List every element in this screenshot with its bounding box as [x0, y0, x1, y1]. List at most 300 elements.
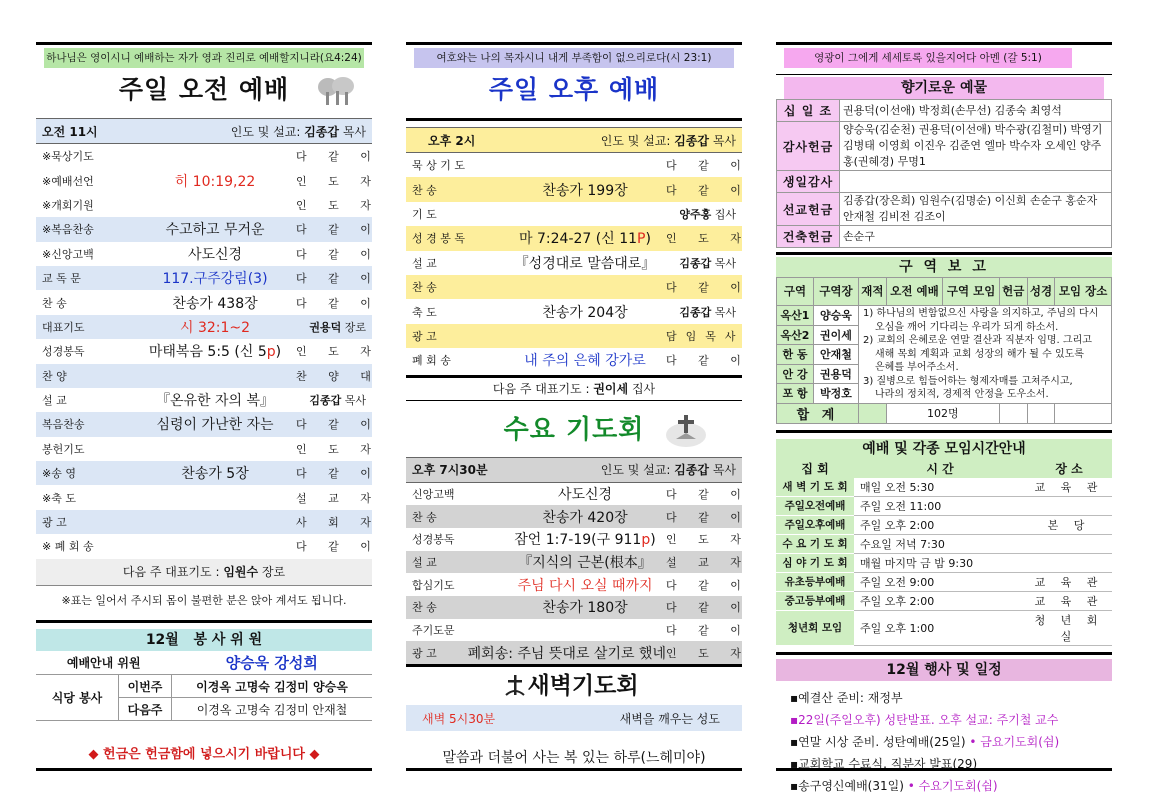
district-header-cell: 성경: [1027, 278, 1055, 306]
order-label: 찬 송: [412, 510, 437, 524]
divider: [776, 74, 1112, 75]
order-content: [504, 575, 666, 595]
district-prayers: [859, 306, 1112, 404]
order-row: [406, 505, 750, 528]
order-person: [296, 319, 366, 335]
order-content: [134, 171, 296, 191]
divider: [776, 42, 1112, 45]
schedule-meeting: 주일오전예배: [776, 496, 854, 515]
afternoon-title: 주일 오후 예배: [488, 75, 660, 104]
page-number: p: [641, 532, 651, 549]
order-row: [406, 528, 750, 551]
offering-title: 향기로운 예물: [784, 77, 1104, 99]
order-label: ※축 도: [42, 491, 76, 505]
order-content: [504, 552, 666, 572]
order-row: [36, 485, 380, 509]
district-leader: 박정호: [814, 384, 859, 404]
order-label: 설 교: [412, 555, 437, 569]
order-content: [134, 341, 296, 361]
usher-names: 양승욱 강성희: [225, 653, 318, 672]
leader-info: [488, 461, 736, 478]
divider: [406, 42, 742, 45]
order-label: ※묵상기도: [42, 150, 94, 164]
order-label: 신앙고백: [412, 487, 455, 501]
order-content-text: 잠언 1:7-19(구 911: [514, 532, 642, 549]
dawn-time: 새벽 5시30분: [422, 711, 496, 726]
prayer-line: 3) 질병으로 힘들어하는 형제자매를 고쳐주시고,: [863, 375, 1073, 387]
order-content-text: 시 32:1~2: [179, 319, 251, 336]
order-row: [406, 299, 742, 323]
offering-row: [777, 226, 1112, 248]
order-of-service: [36, 144, 380, 559]
order-person: 다 같 이: [666, 281, 750, 295]
total-value: 102명: [886, 403, 999, 423]
order-row: [36, 461, 380, 485]
district-name: 안 강: [777, 364, 814, 384]
wednesday-header: [406, 457, 742, 483]
order-content-text: 히 10:19,22: [174, 173, 256, 190]
kitchen-next-names: 이경옥 고명숙 김정미 안재철: [196, 702, 348, 717]
order-row: [36, 242, 380, 266]
order-label: 광 고: [42, 516, 67, 530]
schedule-time: 주일 오후 1:00: [854, 610, 1026, 645]
order-row: [36, 437, 380, 461]
kitchen-next-label: 다음주: [119, 698, 172, 721]
schedule-row: [776, 572, 1112, 591]
district-header-cell: 모임 장소: [1055, 278, 1112, 306]
schedule-row: [776, 553, 1112, 572]
divider: [36, 42, 372, 45]
schedule-head-meeting: 집 회: [801, 461, 829, 476]
prayer-line: 은혜를 부어주소서.: [875, 362, 959, 373]
order-content: [504, 350, 666, 370]
district-header-cell: 헌금: [999, 278, 1027, 306]
divider: [36, 620, 372, 623]
order-person: 찬 양 대: [296, 369, 380, 383]
divider: [36, 768, 372, 771]
afternoon-header: [406, 127, 742, 153]
order-row: [406, 619, 750, 642]
order-content-text: 수고하고 무거운: [165, 222, 265, 239]
schedule-row: [776, 591, 1112, 610]
order-row: [36, 168, 380, 192]
order-row: [406, 202, 742, 226]
total-empty: [1055, 403, 1112, 423]
order-row: [36, 412, 380, 436]
order-row: [36, 290, 380, 314]
order-label: 봉헌기도: [42, 442, 85, 456]
order-person: 설 교 자: [296, 491, 380, 505]
cross-icon: [504, 673, 526, 697]
event-text: ▪교회학교 수료식. 직분자 발표(29): [790, 756, 978, 771]
event-item: [776, 709, 1112, 731]
wednesday-title-area: [406, 401, 742, 455]
district-leader: 양승욱: [814, 306, 859, 326]
order-label: 설 교: [42, 394, 67, 408]
order-person: 다 같 이: [666, 487, 750, 501]
order-person: 인 도 자: [666, 646, 750, 660]
kitchen-this-names: 이경옥 고명숙 김정미 양승옥: [196, 679, 348, 694]
order-content: [504, 529, 666, 549]
schedule-place: 교 육 관: [1026, 478, 1112, 497]
order-label: ※예배선언: [42, 174, 94, 188]
service-time: 오후 2시: [428, 133, 476, 148]
order-content: [504, 228, 666, 248]
order-person: 설 교 자: [666, 555, 750, 569]
next-prayer: [36, 559, 372, 586]
order-label: 주기도문: [412, 623, 455, 637]
events-list: [776, 687, 1112, 797]
offering-row: [777, 100, 1112, 122]
order-row: [406, 641, 750, 664]
offering-notice: ◆ 헌금은 헌금함에 넣으시기 바랍니다 ◆: [88, 747, 320, 763]
order-content: [504, 484, 666, 504]
order-person: 인 도 자: [666, 533, 750, 547]
order-row: [406, 153, 750, 177]
offering-names: 권용덕(이선애) 박정희(손무선) 김종숙 최영석: [840, 100, 1112, 122]
district-name: 옥산2: [777, 325, 814, 345]
divider: [776, 252, 1112, 255]
order-label: ※개회기원: [42, 198, 94, 212]
person-title: 목사: [714, 256, 736, 270]
divider: [776, 652, 1112, 655]
order-person: [666, 206, 736, 222]
offering-row: [777, 122, 1112, 171]
district-header-cell: 구역장: [814, 278, 859, 306]
column-morning-service: [36, 42, 380, 763]
order-label: 찬 양: [42, 369, 67, 383]
order-content-text: 찬송가 204장: [542, 304, 628, 321]
schedule-place: [1026, 496, 1112, 515]
order-person: 다 같 이: [296, 247, 380, 261]
column-offerings: [776, 42, 1112, 797]
leader-label: 인도 및 설교:: [230, 124, 301, 139]
wednesday-title: 수요 기도회: [503, 414, 645, 445]
schedule-place: [1026, 534, 1112, 553]
prayer-line: 오심을 깨어 기다리는 우리가 되게 하소서.: [875, 321, 1059, 333]
order-content-text: 폐회송: 주님 뜻대로 살기로 했네: [467, 645, 666, 662]
verse-banner: 영광이 그에게 세세토록 있을지어다 아멘 (갈 5:1): [784, 48, 1072, 68]
order-person: 다 같 이: [666, 601, 750, 615]
district-name: 옥산1: [777, 306, 814, 326]
leader-info: [98, 123, 366, 140]
schedule-meeting: 청년회 모임: [776, 610, 854, 645]
order-row: [406, 226, 750, 250]
order-label: ※신앙고백: [42, 247, 94, 261]
offering-label: 생일감사: [777, 171, 840, 193]
order-person: 다 같 이: [666, 159, 750, 173]
order-content-text: 내 주의 은혜 강가로: [524, 353, 646, 370]
order-content-text: 117.구주강림(3): [162, 271, 268, 288]
schedule-time: 수요일 저녁 7:30: [854, 534, 1026, 553]
afternoon-order: [406, 153, 750, 373]
schedule-place: 청 년 회 실: [1026, 610, 1112, 645]
schedule-row: [776, 496, 1112, 515]
order-row: [36, 193, 380, 217]
order-label: 찬 송: [412, 183, 437, 197]
district-leader: 권용덕: [814, 364, 859, 384]
order-content-text: 사도신경: [187, 246, 243, 263]
order-content: [504, 180, 666, 200]
order-person: 다 같 이: [296, 540, 380, 554]
district-name: 한 동: [777, 345, 814, 365]
order-content-text: 『성경대로 말씀대로』: [514, 255, 656, 272]
page-number: P: [637, 231, 646, 248]
service-time: 오전 11시: [42, 124, 98, 139]
order-content: [504, 597, 666, 617]
column-afternoon-service: [406, 42, 750, 767]
order-row: [406, 573, 750, 596]
order-label: 복음찬송: [42, 418, 85, 432]
event-item: [776, 731, 1112, 753]
dawn-row: [406, 705, 742, 731]
leader-name: 김종갑: [304, 124, 339, 139]
person-title: 장로: [344, 320, 366, 334]
next-prayer-title: 장로: [261, 564, 286, 579]
leader-name: 김종갑: [674, 463, 709, 478]
schedule-title: 예배 및 각종 모임시간안내: [776, 439, 1112, 459]
schedule-time: 주일 오전 11:00: [854, 496, 1026, 515]
order-label: 묵 상 기 도: [412, 159, 465, 173]
leader-title: 목사: [712, 133, 736, 148]
order-content-end: ): [650, 532, 656, 549]
schedule-time: 매월 마지막 금 밤 9:30: [854, 553, 1026, 572]
order-label: 합심기도: [412, 578, 455, 592]
person-name: 김종갑: [679, 256, 712, 270]
order-person: [296, 392, 366, 408]
event-text: ▪22일(주일오후) 성탄발표. 오후 설교: 주기철 교수: [790, 712, 1059, 727]
order-person: 다 같 이: [296, 150, 380, 164]
order-content-text: 『온유한 자의 복』: [155, 393, 275, 410]
person-name: 김종갑: [309, 394, 342, 408]
order-person: 인 도 자: [296, 198, 380, 212]
schedule-row: [776, 478, 1112, 497]
divider: [406, 118, 742, 121]
district-header-cell: 구역 모임: [943, 278, 1000, 306]
person-name: 양주홍: [679, 207, 712, 221]
order-label: 설 교: [412, 256, 437, 270]
verse-banner: 하나님은 영이시니 예배하는 자가 영과 진리로 예배할지니라(요4:24): [44, 48, 364, 68]
order-content: [504, 507, 666, 527]
order-person: 인 도 자: [296, 442, 380, 456]
order-row: [406, 275, 750, 299]
order-content-text: 주님 다시 오실 때까지: [517, 577, 653, 594]
order-label: ※송 영: [42, 467, 76, 481]
district-table: [776, 277, 1112, 424]
usher-label: 예배안내 위원: [66, 655, 141, 670]
leader-label: 인도 및 설교:: [600, 463, 671, 478]
schedule-table: [776, 459, 1112, 646]
schedule-place: [1026, 553, 1112, 572]
service-committee-table: [36, 651, 372, 722]
wednesday-order: [406, 483, 750, 665]
offering-label: 감사헌금: [777, 122, 840, 171]
order-person: 다 같 이: [296, 467, 380, 481]
page-number: p: [266, 344, 276, 361]
person-title: 집사: [714, 207, 736, 221]
order-person: 다 같 이: [666, 578, 750, 592]
event-extra: • 수요기도회(쉼): [907, 778, 998, 793]
event-text: ▪송구영신예배(31일): [790, 778, 904, 793]
order-person: 사 회 자: [296, 516, 380, 530]
schedule-place: 본 당: [1026, 515, 1112, 534]
prayer-line: 1) 하나님의 변함없으신 사랑을 의지하고, 주님의 다시: [863, 308, 1099, 319]
order-label: 교 독 문: [42, 272, 81, 286]
order-person: 다 같 이: [666, 623, 750, 637]
next-prayer-label: 다음 주 대표기도 :: [122, 564, 220, 579]
district-header-cell: 오전 예배: [886, 278, 943, 306]
schedule-meeting: 유초등부예배: [776, 572, 854, 591]
order-label: 축 도: [412, 305, 437, 319]
schedule-meeting: 주일오후예배: [776, 515, 854, 534]
order-content-text: 찬송가 5장: [181, 466, 249, 483]
dawn-title-area: [406, 667, 742, 701]
leader-name: 김종갑: [674, 133, 709, 148]
total-empty: [999, 403, 1027, 423]
district-leader: 안재철: [814, 345, 859, 365]
next-prayer-label: 다음 주 대표기도 :: [492, 381, 590, 396]
verse-banner: 여호와는 나의 목자시니 내게 부족함이 없으리로다(시 23:1): [414, 48, 734, 68]
order-label: 광 고: [412, 329, 437, 343]
person-title: 목사: [714, 305, 736, 319]
offering-names: [840, 171, 1112, 193]
order-row: [36, 534, 380, 558]
order-row: [406, 348, 750, 372]
order-content: [468, 643, 666, 663]
order-person: 다 같 이: [296, 296, 380, 310]
order-content: [134, 293, 296, 313]
prayer-line: 2) 교회의 은혜로운 연말 결산과 직분자 임명. 그리고: [863, 335, 1092, 346]
dawn-text: 새벽을 깨우는 성도: [619, 711, 720, 726]
leader-title: 목사: [712, 463, 736, 478]
divider: [776, 768, 1112, 771]
order-content-text: 『지식의 근본(根本』: [518, 554, 652, 571]
order-content-text: 찬송가 180장: [542, 600, 628, 617]
offering-table: [776, 99, 1112, 248]
order-person: 인 도 자: [296, 345, 380, 359]
event-text: ▪예결산 준비: 재정부: [790, 690, 903, 705]
order-content-end: ): [645, 231, 651, 248]
order-content-text: 찬송가 438장: [172, 295, 258, 312]
offering-names: 김종갑(장은희) 임원수(김명순) 이신희 손순구 홍순자 안재철 김비전 김조이: [840, 193, 1112, 226]
order-content-text: 찬송가 199장: [542, 182, 628, 199]
dawn-title: 새벽기도회: [527, 673, 639, 700]
district-name: 포 항: [777, 384, 814, 404]
order-content: [134, 244, 296, 264]
events-title: 12월 행사 및 일정: [776, 659, 1112, 681]
event-text: ▪연말 시상 준비. 성탄예배(25일): [790, 734, 966, 749]
order-person: 다 같 이: [666, 510, 750, 524]
order-content-text: 심령이 가난한 자는: [156, 417, 274, 434]
schedule-place: 교 육 관: [1026, 572, 1112, 591]
service-time: 오후 7시30분: [412, 463, 488, 478]
order-label: 찬 송: [412, 601, 437, 615]
leader-title: 목사: [342, 124, 366, 139]
next-prayer-title: 집사: [631, 381, 656, 396]
standing-note: ※표는 일어서 주시되 몸이 불편한 분은 앉아 계셔도 됩니다.: [61, 593, 347, 607]
order-label: 성경봉독: [42, 345, 85, 359]
order-label: 성 경 봉 독: [412, 232, 465, 246]
title-area: [36, 68, 372, 112]
order-label: 폐 회 송: [412, 354, 451, 368]
order-label: ※복음찬송: [42, 223, 94, 237]
order-row: [406, 177, 750, 201]
page-title: 주일 오전 예배: [118, 75, 290, 104]
offering-label: 십 일 조: [777, 100, 840, 122]
divider: [776, 430, 1112, 433]
order-person: 다 같 이: [296, 223, 380, 237]
person-name: 권용덕: [309, 320, 342, 334]
prayer-line: 새해 목회 계획과 교회 성장의 해가 될 수 있도록: [875, 348, 1084, 360]
service-header: [36, 118, 372, 144]
divider: [406, 768, 742, 771]
event-item: [776, 775, 1112, 797]
order-label: 대표기도: [42, 320, 85, 334]
schedule-time: 주일 오전 9:00: [854, 572, 1026, 591]
order-row: [36, 315, 372, 339]
order-row: [36, 510, 380, 534]
order-person: 다 같 이: [666, 354, 750, 368]
order-row: [36, 144, 380, 168]
schedule-meeting: 중고등부예배: [776, 591, 854, 610]
prayer-line: 나라의 정치적, 경제적 안정을 도우소서.: [875, 389, 1049, 400]
order-content: [134, 268, 296, 288]
next-prayer-name: 임원수: [223, 564, 259, 579]
order-content: [134, 414, 296, 434]
schedule-row: [776, 515, 1112, 534]
order-row: [36, 388, 372, 412]
district-leader: 권이세: [814, 325, 859, 345]
service-committee-title: 12월 봉 사 위 원: [36, 629, 372, 651]
district-title: 구 역 보 고: [776, 257, 1112, 277]
offering-row: [777, 193, 1112, 226]
order-person: 담임목사: [666, 329, 745, 343]
offering-label: 선교헌금: [777, 193, 840, 226]
order-label: ※ 폐 회 송: [42, 540, 94, 554]
schedule-time: 주일 오후 2:00: [854, 515, 1026, 534]
order-content-text: 마태복음 5:5 (신 5: [148, 344, 267, 361]
event-extra: • 금요기도회(쉼): [969, 734, 1060, 749]
kitchen-label: 식당 봉사: [36, 675, 119, 721]
offering-label: 건축헌금: [777, 226, 840, 248]
schedule-meeting: 수 요 기 도 회: [776, 534, 854, 553]
schedule-place: 교 육 관: [1026, 591, 1112, 610]
offering-row: [777, 171, 1112, 193]
order-row: [406, 596, 750, 619]
order-content: [134, 317, 296, 337]
person-title: 목사: [344, 394, 366, 408]
order-person: [666, 255, 736, 271]
event-item: [776, 687, 1112, 709]
order-label: 성경봉독: [412, 533, 455, 547]
church-icon: [664, 409, 708, 449]
order-row: [406, 551, 750, 574]
schedule-time: 주일 오후 2:00: [854, 591, 1026, 610]
order-content: [134, 219, 296, 239]
schedule-time: 매일 오전 5:30: [854, 478, 1026, 497]
tree-icon: [316, 76, 356, 106]
dawn-motto: 말씀과 더불어 사는 복 있는 하루(느헤미야): [442, 750, 706, 767]
total-empty: [859, 403, 887, 423]
order-row: [36, 364, 380, 388]
schedule-meeting: 심 야 기 도 회: [776, 553, 854, 572]
offering-names: 양승욱(김순천) 권용덕(이선애) 박수광(김철미) 박영기 김병태 이영희 이진우 김준연 엘마 박수자 오세인 양주홍(권혜경) 무명1: [840, 122, 1112, 171]
order-row: [36, 266, 380, 290]
order-content-text: 마 7:24-27 (신 11: [519, 231, 638, 248]
event-item: [776, 753, 1112, 775]
order-label: 찬 송: [42, 296, 67, 310]
order-content-end: ): [275, 344, 282, 361]
